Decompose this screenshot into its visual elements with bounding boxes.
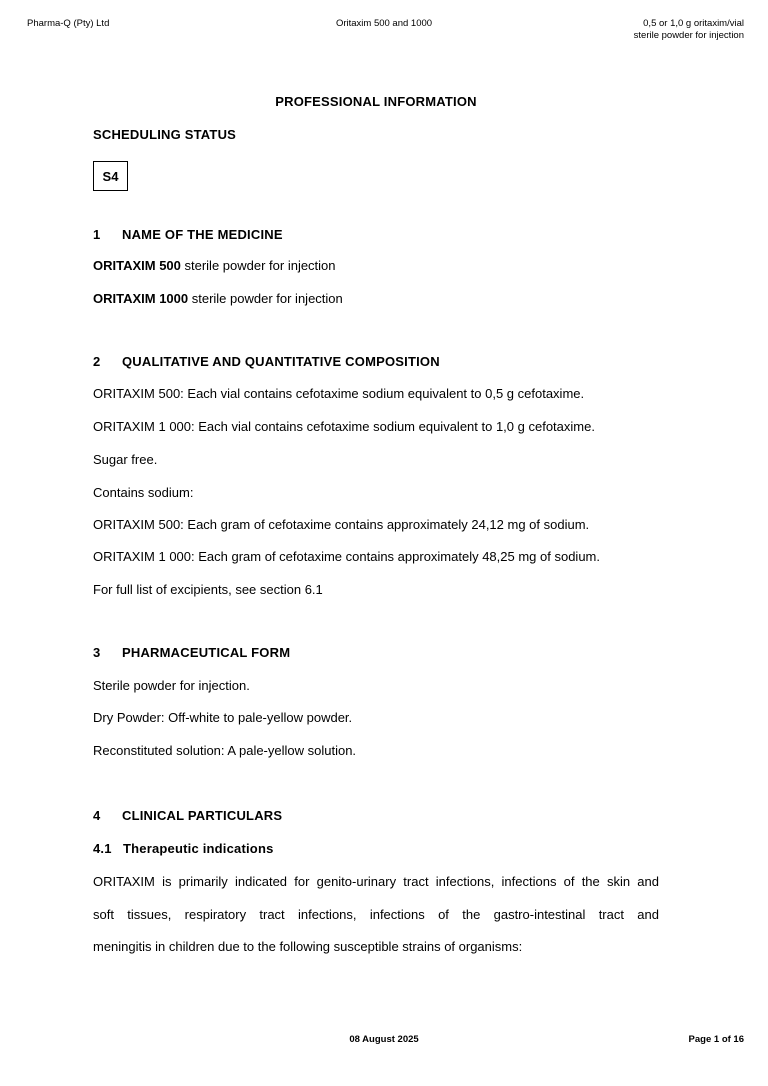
composition-line: ORITAXIM 1 000: Each gram of cefotaxime contains approximately 48,25 mg of sodium.	[93, 549, 600, 564]
medicine-name-bold: ORITAXIM 500	[93, 258, 181, 273]
medicine-name-bold: ORITAXIM 1000	[93, 291, 189, 306]
section-4-heading	[93, 808, 282, 823]
footer-date: 08 August 2025	[349, 1034, 419, 1045]
composition-line: ORITAXIM 500: Each gram of cefotaxime contains approximately 24,12 mg of sodium.	[93, 517, 590, 532]
header-strength-line1: 0,5 or 1,0 g oritaxim/vial	[643, 18, 744, 29]
section-number: 2	[93, 354, 101, 369]
section-title: CLINICAL PARTICULARS	[122, 808, 283, 823]
indications-line: ORITAXIM is primarily indicated for genito-urinary tract infections, infections of the skin and	[93, 874, 659, 889]
medicine-name-text: sterile powder for injection	[188, 291, 343, 306]
section-number: 3	[93, 645, 101, 660]
header-product: Oritaxim 500 and 1000	[335, 18, 433, 29]
medicine-name-line	[93, 258, 336, 274]
composition-line: ORITAXIM 1 000: Each vial contains cefotaxime sodium equivalent to 1,0 g cefotaxime.	[93, 419, 595, 434]
header-strength	[634, 18, 744, 42]
scheduling-status-value: S4	[102, 168, 119, 184]
section-2-heading	[93, 354, 440, 369]
section-number: 4	[93, 808, 101, 823]
composition-line: For full list of excipients, see section 6.1	[93, 582, 323, 597]
header-strength-line2: sterile powder for injection	[633, 30, 744, 41]
form-line: Dry Powder: Off-white to pale-yellow powder.	[93, 710, 353, 725]
section-title: QUALITATIVE AND QUANTITATIVE COMPOSITION	[122, 354, 440, 369]
page-title: PROFESSIONAL INFORMATION	[275, 94, 477, 109]
composition-line: Contains sodium:	[93, 485, 194, 500]
composition-line: ORITAXIM 500: Each vial contains cefotaxime sodium equivalent to 0,5 g cefotaxime.	[93, 386, 585, 401]
form-line: Reconstituted solution: A pale-yellow solution.	[93, 743, 357, 758]
subsection-4-1-heading	[93, 841, 274, 856]
scheduling-heading: SCHEDULING STATUS	[93, 127, 237, 142]
scheduling-status-box	[93, 161, 128, 191]
composition-line: Sugar free.	[93, 452, 158, 467]
form-line: Sterile powder for injection.	[93, 678, 250, 693]
indications-line: soft tissues, respiratory tract infections, infections of the gastro-intestinal tract and	[93, 907, 659, 922]
footer-page-number: Page 1 of 16	[688, 1034, 744, 1045]
section-title: NAME OF THE MEDICINE	[122, 227, 283, 242]
section-1-heading	[93, 227, 283, 242]
section-title: PHARMACEUTICAL FORM	[122, 645, 291, 660]
medicine-name-text: sterile powder for injection	[180, 258, 336, 273]
subsection-number: 4.1	[93, 841, 112, 856]
header-company: Pharma-Q (Pty) Ltd	[27, 18, 110, 29]
medicine-name-line	[93, 291, 343, 307]
subsection-title: Therapeutic indications	[123, 841, 274, 856]
indications-line: meningitis in children due to the following susceptible strains of organisms:	[93, 939, 523, 954]
section-number: 1	[93, 227, 101, 242]
section-3-heading	[93, 645, 290, 660]
